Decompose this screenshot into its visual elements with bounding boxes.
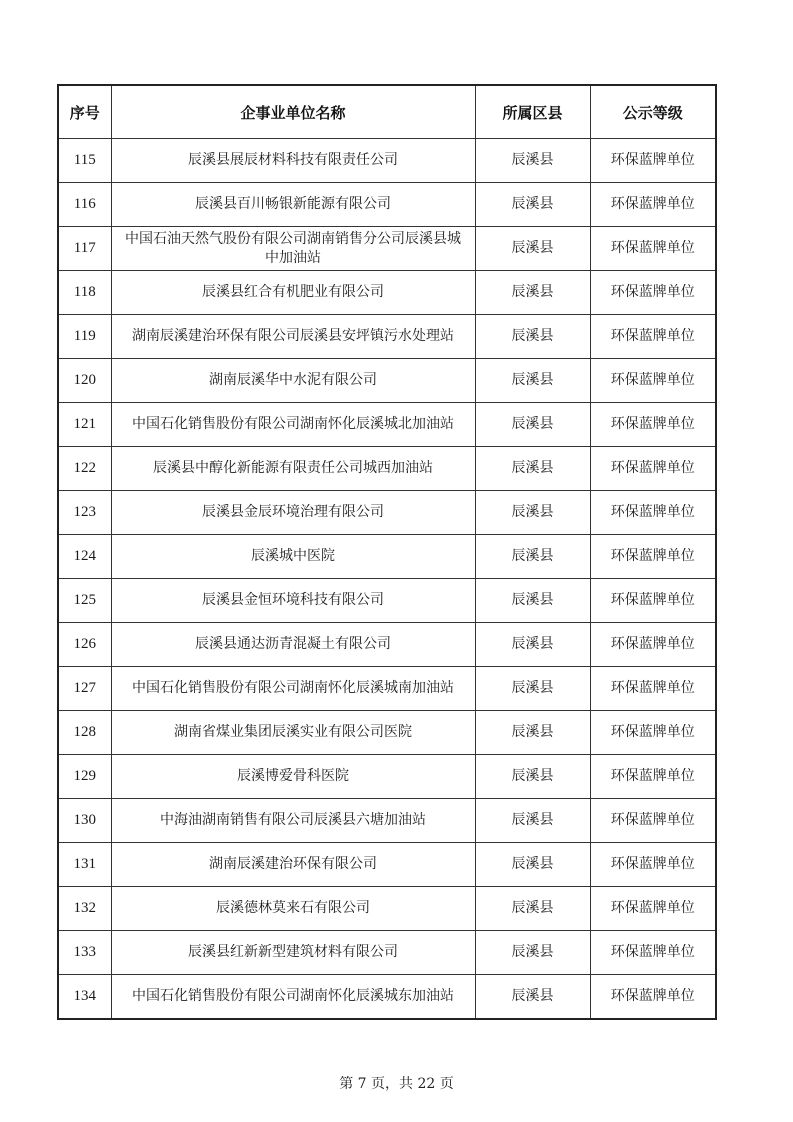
disclosure-level-cell: 环保蓝牌单位 (590, 271, 716, 315)
disclosure-level-cell: 环保蓝牌单位 (590, 667, 716, 711)
enterprise-name-cell: 中国石化销售股份有限公司湖南怀化辰溪城东加油站 (111, 975, 475, 1020)
disclosure-level-cell: 环保蓝牌单位 (590, 403, 716, 447)
enterprise-name-cell: 中国石化销售股份有限公司湖南怀化辰溪城南加油站 (111, 667, 475, 711)
county-cell: 辰溪县 (475, 887, 590, 931)
enterprise-name-cell: 辰溪德林莫来石有限公司 (111, 887, 475, 931)
serial-number-cell: 130 (58, 799, 111, 843)
disclosure-level-cell: 环保蓝牌单位 (590, 711, 716, 755)
county-cell: 辰溪县 (475, 491, 590, 535)
county-cell: 辰溪县 (475, 535, 590, 579)
enterprise-name-cell: 辰溪博爱骨科医院 (111, 755, 475, 799)
county-cell: 辰溪县 (475, 755, 590, 799)
disclosure-level-cell: 环保蓝牌单位 (590, 623, 716, 667)
serial-number-cell: 126 (58, 623, 111, 667)
table-row (58, 491, 716, 535)
table-body (58, 139, 716, 1020)
table-header-row (58, 85, 716, 139)
table-row (58, 579, 716, 623)
table-row (58, 227, 716, 271)
county-cell: 辰溪县 (475, 447, 590, 491)
table-row (58, 799, 716, 843)
county-cell: 辰溪县 (475, 359, 590, 403)
header-serial-number: 序号 (58, 85, 111, 139)
serial-number-cell: 117 (58, 227, 111, 271)
disclosure-level-cell: 环保蓝牌单位 (590, 887, 716, 931)
serial-number-cell: 120 (58, 359, 111, 403)
table-row (58, 975, 716, 1020)
table-row (58, 535, 716, 579)
serial-number-cell: 129 (58, 755, 111, 799)
enterprise-name-cell: 辰溪县展辰材料科技有限责任公司 (111, 139, 475, 183)
table-row (58, 183, 716, 227)
disclosure-level-cell: 环保蓝牌单位 (590, 975, 716, 1020)
serial-number-cell: 123 (58, 491, 111, 535)
county-cell: 辰溪县 (475, 843, 590, 887)
county-cell: 辰溪县 (475, 183, 590, 227)
disclosure-level-cell: 环保蓝牌单位 (590, 799, 716, 843)
header-county: 所属区县 (475, 85, 590, 139)
page-number-footer: 第 7 页，共 22 页 (339, 1076, 454, 1092)
serial-number-cell: 122 (58, 447, 111, 491)
county-cell: 辰溪县 (475, 139, 590, 183)
table-row (58, 623, 716, 667)
county-cell: 辰溪县 (475, 931, 590, 975)
enterprise-name-cell: 辰溪县通达沥青混凝土有限公司 (111, 623, 475, 667)
disclosure-level-cell: 环保蓝牌单位 (590, 359, 716, 403)
serial-number-cell: 115 (58, 139, 111, 183)
table-row (58, 667, 716, 711)
disclosure-level-cell: 环保蓝牌单位 (590, 579, 716, 623)
disclosure-level-cell: 环保蓝牌单位 (590, 843, 716, 887)
enterprise-name-cell: 中国石油天然气股份有限公司湖南销售分公司辰溪县城中加油站 (111, 227, 475, 271)
enterprise-name-cell: 中海油湖南销售有限公司辰溪县六塘加油站 (111, 799, 475, 843)
enterprise-name-cell: 辰溪县金辰环境治理有限公司 (111, 491, 475, 535)
enterprise-name-cell: 湖南辰溪建治环保有限公司辰溪县安坪镇污水处理站 (111, 315, 475, 359)
table-row (58, 139, 716, 183)
enterprise-name-cell: 辰溪县金恒环境科技有限公司 (111, 579, 475, 623)
county-cell: 辰溪县 (475, 271, 590, 315)
disclosure-level-cell: 环保蓝牌单位 (590, 315, 716, 359)
county-cell: 辰溪县 (475, 579, 590, 623)
header-disclosure-level: 公示等级 (590, 85, 716, 139)
serial-number-cell: 127 (58, 667, 111, 711)
serial-number-cell: 119 (58, 315, 111, 359)
serial-number-cell: 134 (58, 975, 111, 1020)
county-cell: 辰溪县 (475, 667, 590, 711)
table-row (58, 887, 716, 931)
serial-number-cell: 133 (58, 931, 111, 975)
disclosure-level-cell: 环保蓝牌单位 (590, 535, 716, 579)
serial-number-cell: 116 (58, 183, 111, 227)
table-row (58, 843, 716, 887)
disclosure-level-cell: 环保蓝牌单位 (590, 491, 716, 535)
enterprise-table (57, 84, 717, 1020)
serial-number-cell: 132 (58, 887, 111, 931)
county-cell: 辰溪县 (475, 227, 590, 271)
serial-number-cell: 131 (58, 843, 111, 887)
table-row (58, 271, 716, 315)
enterprise-name-cell: 辰溪城中医院 (111, 535, 475, 579)
table-row (58, 359, 716, 403)
serial-number-cell: 121 (58, 403, 111, 447)
serial-number-cell: 118 (58, 271, 111, 315)
disclosure-level-cell: 环保蓝牌单位 (590, 183, 716, 227)
enterprise-name-cell: 辰溪县中醇化新能源有限责任公司城西加油站 (111, 447, 475, 491)
enterprise-name-cell: 辰溪县红合有机肥业有限公司 (111, 271, 475, 315)
county-cell: 辰溪县 (475, 315, 590, 359)
enterprise-name-cell: 辰溪县红新新型建筑材料有限公司 (111, 931, 475, 975)
header-enterprise-name: 企事业单位名称 (111, 85, 475, 139)
enterprise-name-cell: 中国石化销售股份有限公司湖南怀化辰溪城北加油站 (111, 403, 475, 447)
table-row (58, 447, 716, 491)
disclosure-level-cell: 环保蓝牌单位 (590, 447, 716, 491)
disclosure-level-cell: 环保蓝牌单位 (590, 139, 716, 183)
enterprise-name-cell: 辰溪县百川畅银新能源有限公司 (111, 183, 475, 227)
disclosure-level-cell: 环保蓝牌单位 (590, 227, 716, 271)
disclosure-level-cell: 环保蓝牌单位 (590, 931, 716, 975)
county-cell: 辰溪县 (475, 623, 590, 667)
county-cell: 辰溪县 (475, 799, 590, 843)
serial-number-cell: 124 (58, 535, 111, 579)
serial-number-cell: 128 (58, 711, 111, 755)
table-row (58, 315, 716, 359)
table-row (58, 711, 716, 755)
table-row (58, 403, 716, 447)
enterprise-name-cell: 湖南省煤业集团辰溪实业有限公司医院 (111, 711, 475, 755)
county-cell: 辰溪县 (475, 403, 590, 447)
county-cell: 辰溪县 (475, 975, 590, 1020)
county-cell: 辰溪县 (475, 711, 590, 755)
enterprise-name-cell: 湖南辰溪建治环保有限公司 (111, 843, 475, 887)
disclosure-level-cell: 环保蓝牌单位 (590, 755, 716, 799)
table-row (58, 931, 716, 975)
enterprise-name-cell: 湖南辰溪华中水泥有限公司 (111, 359, 475, 403)
serial-number-cell: 125 (58, 579, 111, 623)
table-row (58, 755, 716, 799)
